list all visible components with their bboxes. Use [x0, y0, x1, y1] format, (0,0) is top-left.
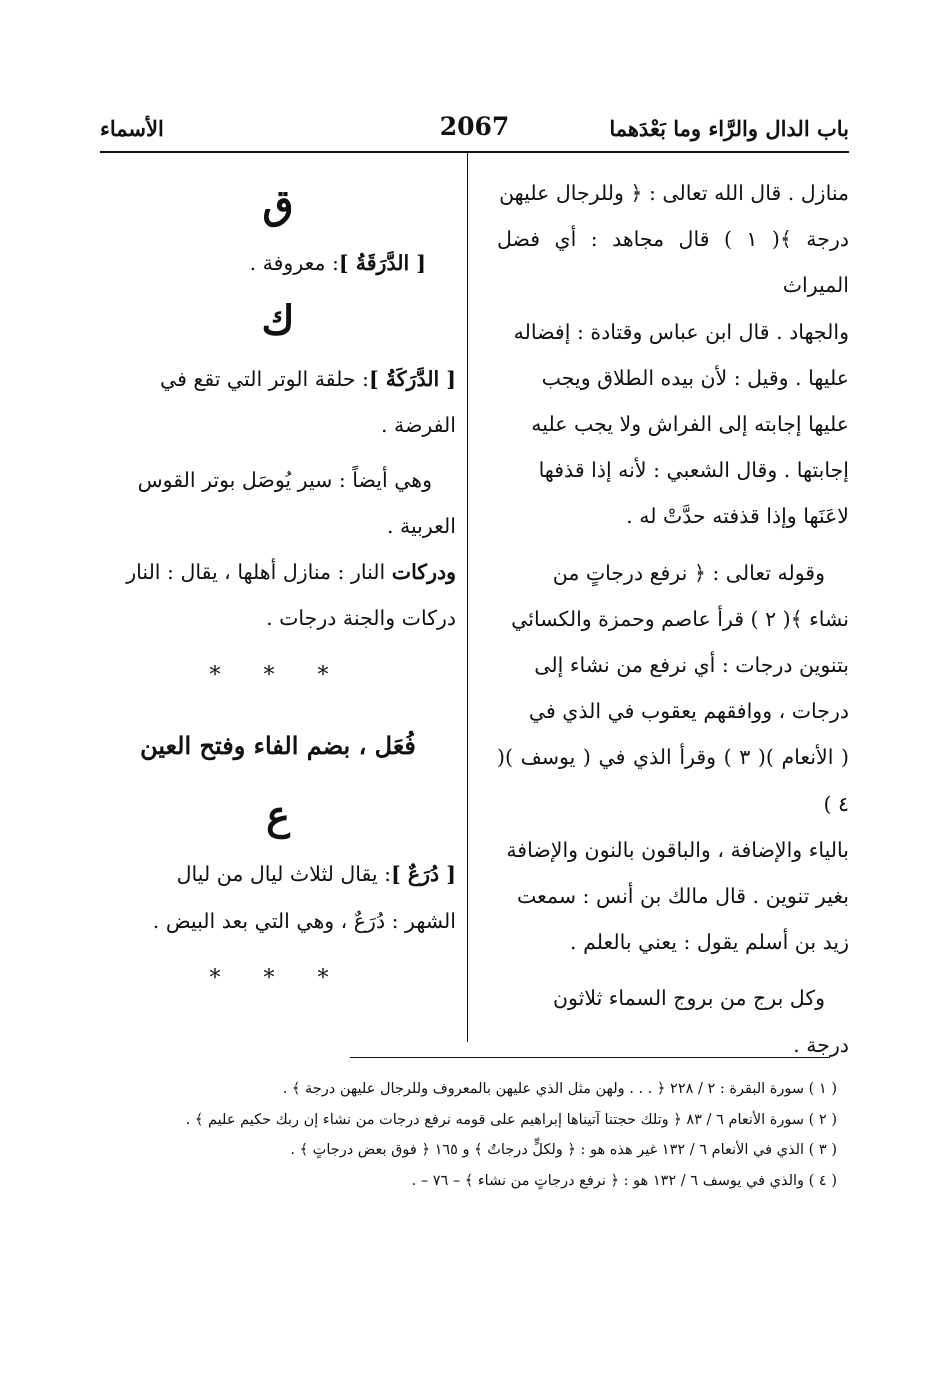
chapter-title: باب الدال والرَّاء وما بَعْدَهما — [609, 116, 849, 141]
text-line: ( الأنعام )( ٣ ) وقرأ الذي في ( يوسف )( ٤ ) — [497, 745, 850, 816]
section-separator: * * * — [209, 965, 347, 991]
page-header — [100, 110, 849, 150]
footnote: ( ١ ) سورة البقرة : ٢ / ٢٢٨ ﴿ . . . ولهن مثل الذي عليهن بالمعروف وللرجال عليهن درجة ﴾ . — [282, 1081, 837, 1097]
text-line: عليها . وقيل : لأن بيده الطلاق ويجب — [541, 365, 849, 390]
text-line: درجة . — [793, 1032, 849, 1057]
section-separator: * * * — [209, 663, 347, 689]
text-line: درجة ﴾( ١ ) قال مجاهد : أي فضل الميراث — [497, 227, 849, 298]
dictionary-entry — [100, 356, 456, 402]
letter-heading-qaf: ق — [262, 181, 294, 228]
text-line: وقوله تعالى : ﴿ نرفع درجاتٍ من — [552, 560, 825, 585]
letter-heading-ayn: ع — [266, 792, 290, 840]
text-line: منازل . قال الله تعالى : ﴿ وللرجال عليهن — [499, 181, 849, 205]
right-column — [497, 170, 849, 1068]
entry-term: [ دُرَعٌ ] — [391, 862, 456, 887]
entry-definition: النار : منازل أهلها ، يقال : النار — [126, 560, 392, 585]
footnotes — [117, 1074, 837, 1196]
text-line: بالياء والإضافة ، والباقون بالنون والإضافة — [506, 837, 849, 862]
dictionary-entry — [100, 851, 456, 897]
text-line: نشاء ﴾( ٢ ) قرأ عاصم وحمزة والكسائي — [511, 606, 849, 631]
entry-term: [ الدَّرَقَةُ ] — [338, 251, 426, 275]
letter-heading-kaf: ك — [261, 297, 295, 345]
pattern-heading: فُعَل ، بضم الفاء وفتح العين — [140, 731, 416, 761]
entry-term: [ الدَّرَكَةُ ] — [368, 367, 456, 392]
text-line: عليها إجابته إلى الفراش ولا يجب عليه — [531, 412, 849, 437]
footnote: ( ٣ ) الذي في الأنعام ٦ / ١٣٢ غير هذه هو : ﴿ ولكلٍّ درجاتٌ ﴾ و ١٦٥ ﴿ فوق بعض درجاتٍ ﴾ . — [290, 1142, 837, 1158]
text-line: والجهاد . قال ابن عباس وقتادة : إفضاله — [513, 319, 849, 344]
text-line: العربية . — [386, 513, 456, 538]
text-line: درجات ، ووافقهم يعقوب في الذي في — [528, 699, 849, 724]
text-line: زيد بن أسلم يقول : يعني بالعلم . — [570, 930, 849, 955]
text-line: بتنوين درجات : أي نرفع من نشاء إلى — [534, 653, 849, 678]
entry-definition: : يقال لثلاث ليال من ليال — [176, 862, 392, 887]
footnote: ( ٢ ) سورة الأنعام ٦ / ٨٣ ﴿ وتلك حجتنا آتيناها إبراهيم على قومه نرفع درجات من نشاء إن ربك حكيم عليم ﴾ . — [185, 1111, 837, 1128]
entry-definition: : حلقة الوتر التي تقع في — [160, 367, 369, 392]
column-divider — [467, 152, 468, 1042]
dictionary-entry — [100, 240, 456, 286]
section-title: الأسماء — [100, 116, 164, 141]
text-line: وهي أيضاً : سير يُوصَل بوتر القوس — [137, 467, 432, 492]
text-line: إجابتها . وقال الشعبي : لأنه إذا قذفها — [538, 458, 849, 483]
footnote: ( ٤ ) والذي في يوسف ٦ / ١٣٢ هو : ﴿ نرفع درجاتٍ من نشاء ﴾ – ٧٦ – . — [411, 1172, 837, 1189]
text-line: الفرضة . — [380, 413, 456, 438]
left-column — [100, 170, 456, 1014]
text-line: وكل برج من بروج السماء ثلاثون — [552, 986, 825, 1011]
page-number: 2067 — [439, 112, 510, 141]
footnote-rule — [350, 1057, 830, 1058]
text-line — [100, 549, 456, 595]
entry-definition: : معروفة . — [249, 251, 339, 275]
text-line: دركات والجنة درجات . — [266, 606, 456, 631]
text-line: بغير تنوين . قال مالك بن أنس : سمعت — [516, 884, 849, 909]
text-line: الشهر : دُرَعٌ ، وهي التي بعد البيض . — [152, 908, 456, 933]
entry-term: ودركات — [391, 560, 456, 585]
text-line: لاعَنَها وإذا قذفته حدَّتْ له . — [626, 504, 849, 529]
header-rule — [100, 151, 849, 153]
